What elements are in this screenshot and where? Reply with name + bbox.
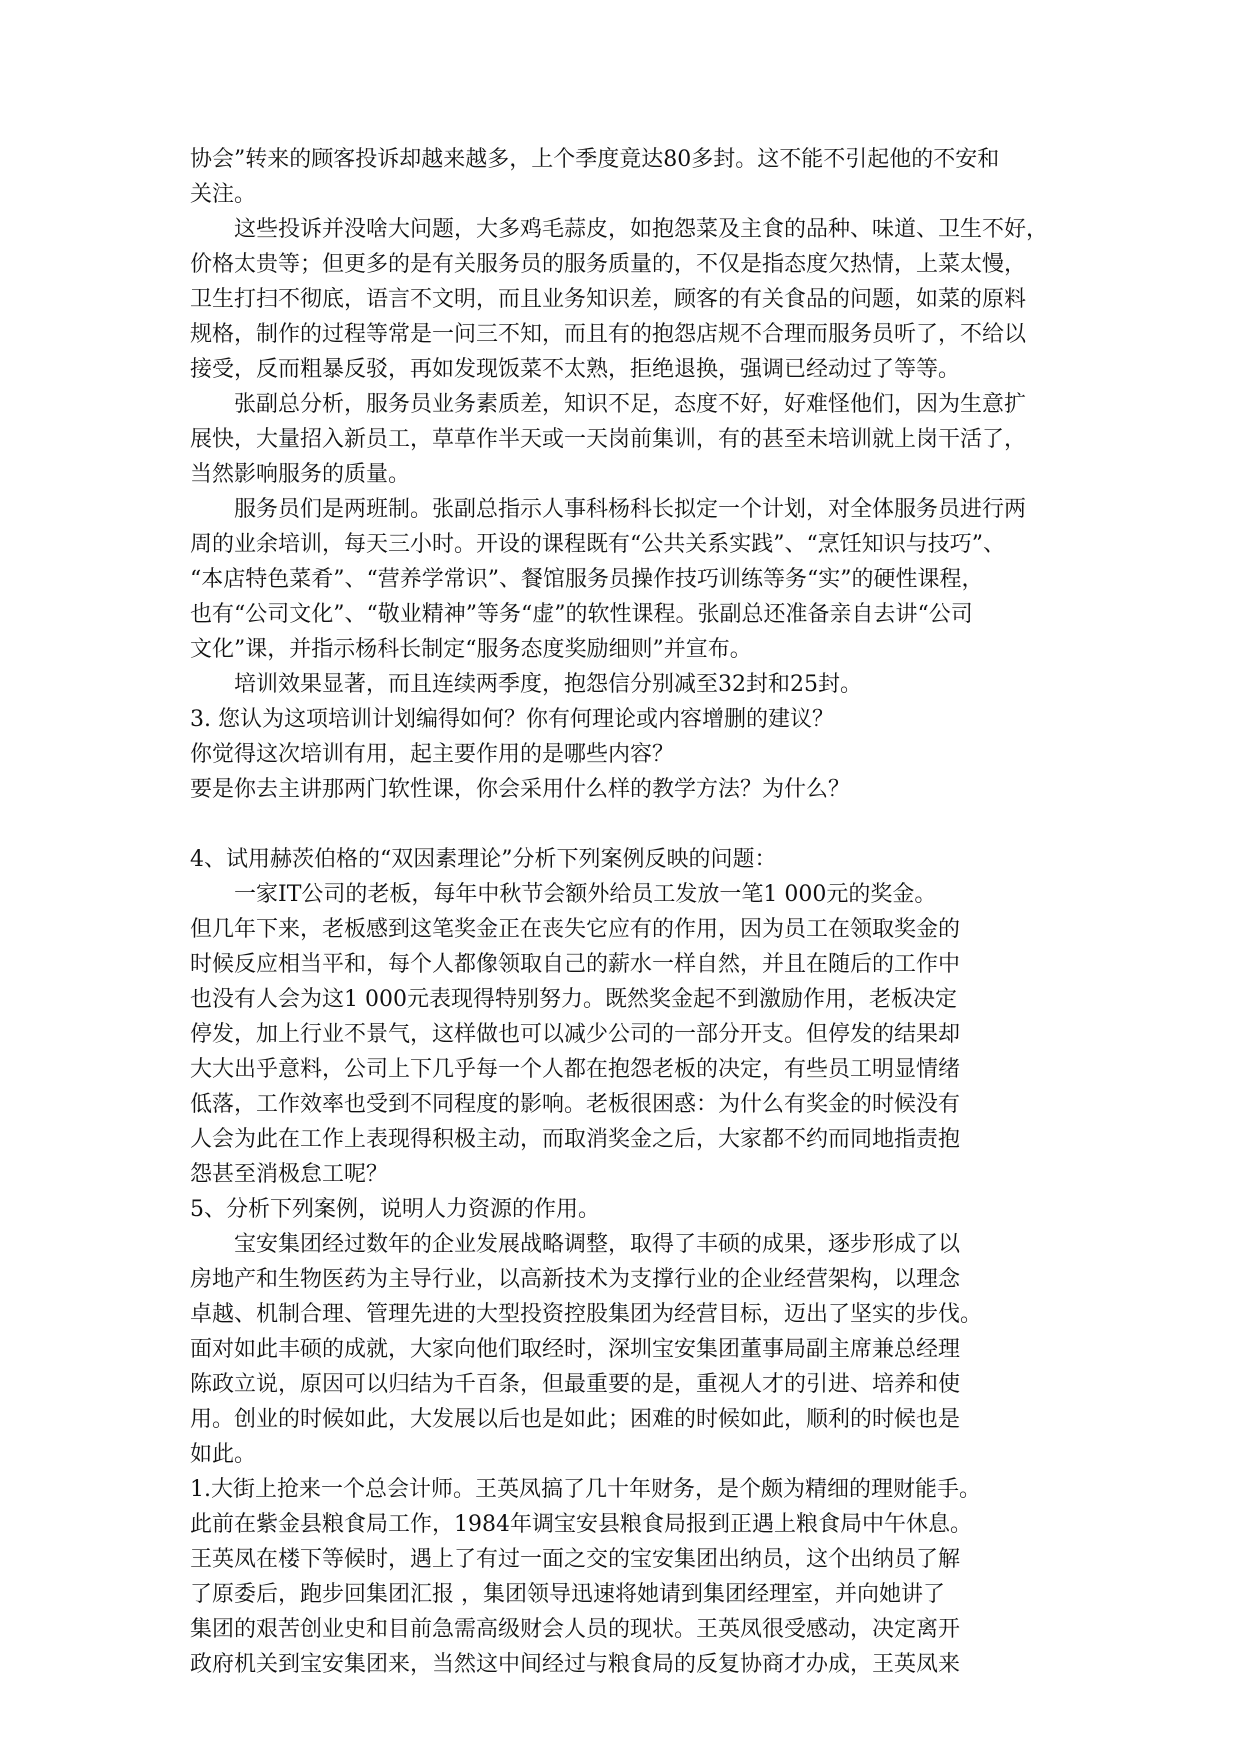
section-heading: 4、试用赫茨伯格的“双因素理论”分析下列案例反映的问题：: [190, 847, 777, 872]
text-line: 怨甚至消极怠工呢？: [190, 1162, 389, 1187]
text-line: 王英凤在楼下等候时，遇上了有过一面之交的宝安集团出纳员，这个出纳员了解: [190, 1547, 961, 1572]
question-line: 要是你去主讲那两门软性课，你会采用什么样的教学方法？为什么？: [190, 777, 851, 802]
text-line: 张副总分析，服务员业务素质差，知识不足，态度不好，好难怪他们，因为生意扩: [190, 392, 1027, 417]
text-line: 关注。: [190, 182, 257, 207]
text-line: 用。创业的时候如此，大发展以后也是如此；困难的时候如此，顺利的时候也是: [190, 1407, 961, 1432]
text-line: 卫生打扫不彻底，语言不文明，而且业务知识差，顾客的有关食品的问题，如菜的原料: [190, 287, 1027, 312]
text-line: 展快，大量招入新员工，草草作半天或一天岗前集训，有的甚至未培训就上岗干活了，: [190, 427, 1027, 452]
text-line: 时候反应相当平和，每个人都像领取自己的薪水一样自然，并且在随后的工作中: [190, 952, 961, 977]
text-line: 协会”转来的顾客投诉却越来越多，上个季度竟达80多封。这不能不引起他的不安和: [190, 147, 1000, 172]
text-line: 此前在紫金县粮食局工作，1984年调宝安县粮食局报到正遇上粮食局中午休息。: [190, 1512, 972, 1537]
text-line: 接受，反而粗暴反驳，再如发现饭菜不太熟，拒绝退换，强调已经动过了等等。: [190, 357, 961, 382]
text-line: 培训效果显著，而且连续两季度，抱怨信分别减至32封和25封。: [190, 672, 862, 697]
text-line: 停发，加上行业不景气，这样做也可以减少公司的一部分开支。但停发的结果却: [190, 1022, 961, 1047]
text-line: 文化”课，并指示杨科长制定“服务态度奖励细则”并宣布。: [190, 637, 752, 662]
question-line: 3. 您认为这项培训计划编得如何？你有何理论或内容增删的建议？: [190, 707, 834, 732]
text-line: 集团的艰苦创业史和目前急需高级财会人员的现状。王英凤很受感动，决定离开: [190, 1617, 961, 1642]
text-line: 如此。: [190, 1442, 257, 1467]
section-heading: 5、分析下列案例，说明人力资源的作用。: [190, 1197, 600, 1222]
text-line: 这些投诉并没啥大问题，大多鸡毛蒜皮，如抱怨菜及主食的品种、味道、卫生不好，: [190, 217, 1049, 242]
text-line: 面对如此丰硕的成就，大家向他们取经时，深圳宝安集团董事局副主席兼总经理: [190, 1337, 961, 1362]
text-line: 低落，工作效率也受到不同程度的影响。老板很困惑：为什么有奖金的时候没有: [190, 1092, 961, 1117]
text-line: 当然影响服务的质量。: [190, 462, 411, 487]
text-line: 了原委后，跑步回集团汇报 ，集团领导迅速将她请到集团经理室，并向她讲了: [190, 1582, 945, 1607]
text-line: 也有“公司文化”、“敬业精神”等务“虚”的软性课程。张副总还准备亲自去讲“公司: [190, 602, 973, 627]
question-line: 你觉得这次培训有用，起主要作用的是哪些内容？: [190, 742, 675, 767]
text-line: 周的业余培训，每天三小时。开设的课程既有“公共关系实践”、“烹饪知识与技巧”、: [190, 532, 1005, 557]
text-line: 规格，制作的过程等常是一问三不知，而且有的抱怨店规不合理而服务员听了，不给以: [190, 322, 1027, 347]
text-line: 价格太贵等；但更多的是有关服务员的服务质量的，不仅是指态度欠热情，上菜太慢，: [190, 252, 1027, 277]
document-body: [190, 142, 1120, 1682]
text-line: 陈政立说，原因可以归结为千百条，但最重要的是，重视人才的引进、培养和使: [190, 1372, 961, 1397]
text-line: “本店特色菜肴”、“营养学常识”、餐馆服务员操作技巧训练等务“实”的硬性课程，: [190, 567, 984, 592]
text-line: 服务员们是两班制。张副总指示人事科杨科长拟定一个计划，对全体服务员进行两: [190, 497, 1027, 522]
text-line: 一家IT公司的老板，每年中秋节会额外给员工发放一笔1 000元的奖金。: [190, 882, 937, 907]
text-line: 1.大街上抢来一个总会计师。王英凤搞了几十年财务，是个颇为精细的理财能手。: [190, 1477, 981, 1502]
text-line: 卓越、机制合理、管理先进的大型投资控股集团为经营目标，迈出了坚实的步伐。: [190, 1302, 983, 1327]
text-line: 宝安集团经过数年的企业发展战略调整，取得了丰硕的成果，逐步形成了以: [190, 1232, 961, 1257]
text-line: 大大出乎意料，公司上下几乎每一个人都在抱怨老板的决定，有些员工明显情绪: [190, 1057, 961, 1082]
text-line: 政府机关到宝安集团来，当然这中间经过与粮食局的反复协商才办成，王英凤来: [190, 1652, 961, 1677]
text-line: 也没有人会为这1 000元表现得特别努力。既然奖金起不到激励作用，老板决定: [190, 987, 957, 1012]
text-line: 房地产和生物医药为主导行业，以高新技术为支撑行业的企业经营架构，以理念: [190, 1267, 961, 1292]
text-line: 人会为此在工作上表现得积极主动，而取消奖金之后，大家都不约而同地指责抱: [190, 1127, 961, 1152]
text-line: 但几年下来，老板感到这笔奖金正在丧失它应有的作用，因为员工在领取奖金的: [190, 917, 961, 942]
blank-line: [190, 807, 1120, 842]
